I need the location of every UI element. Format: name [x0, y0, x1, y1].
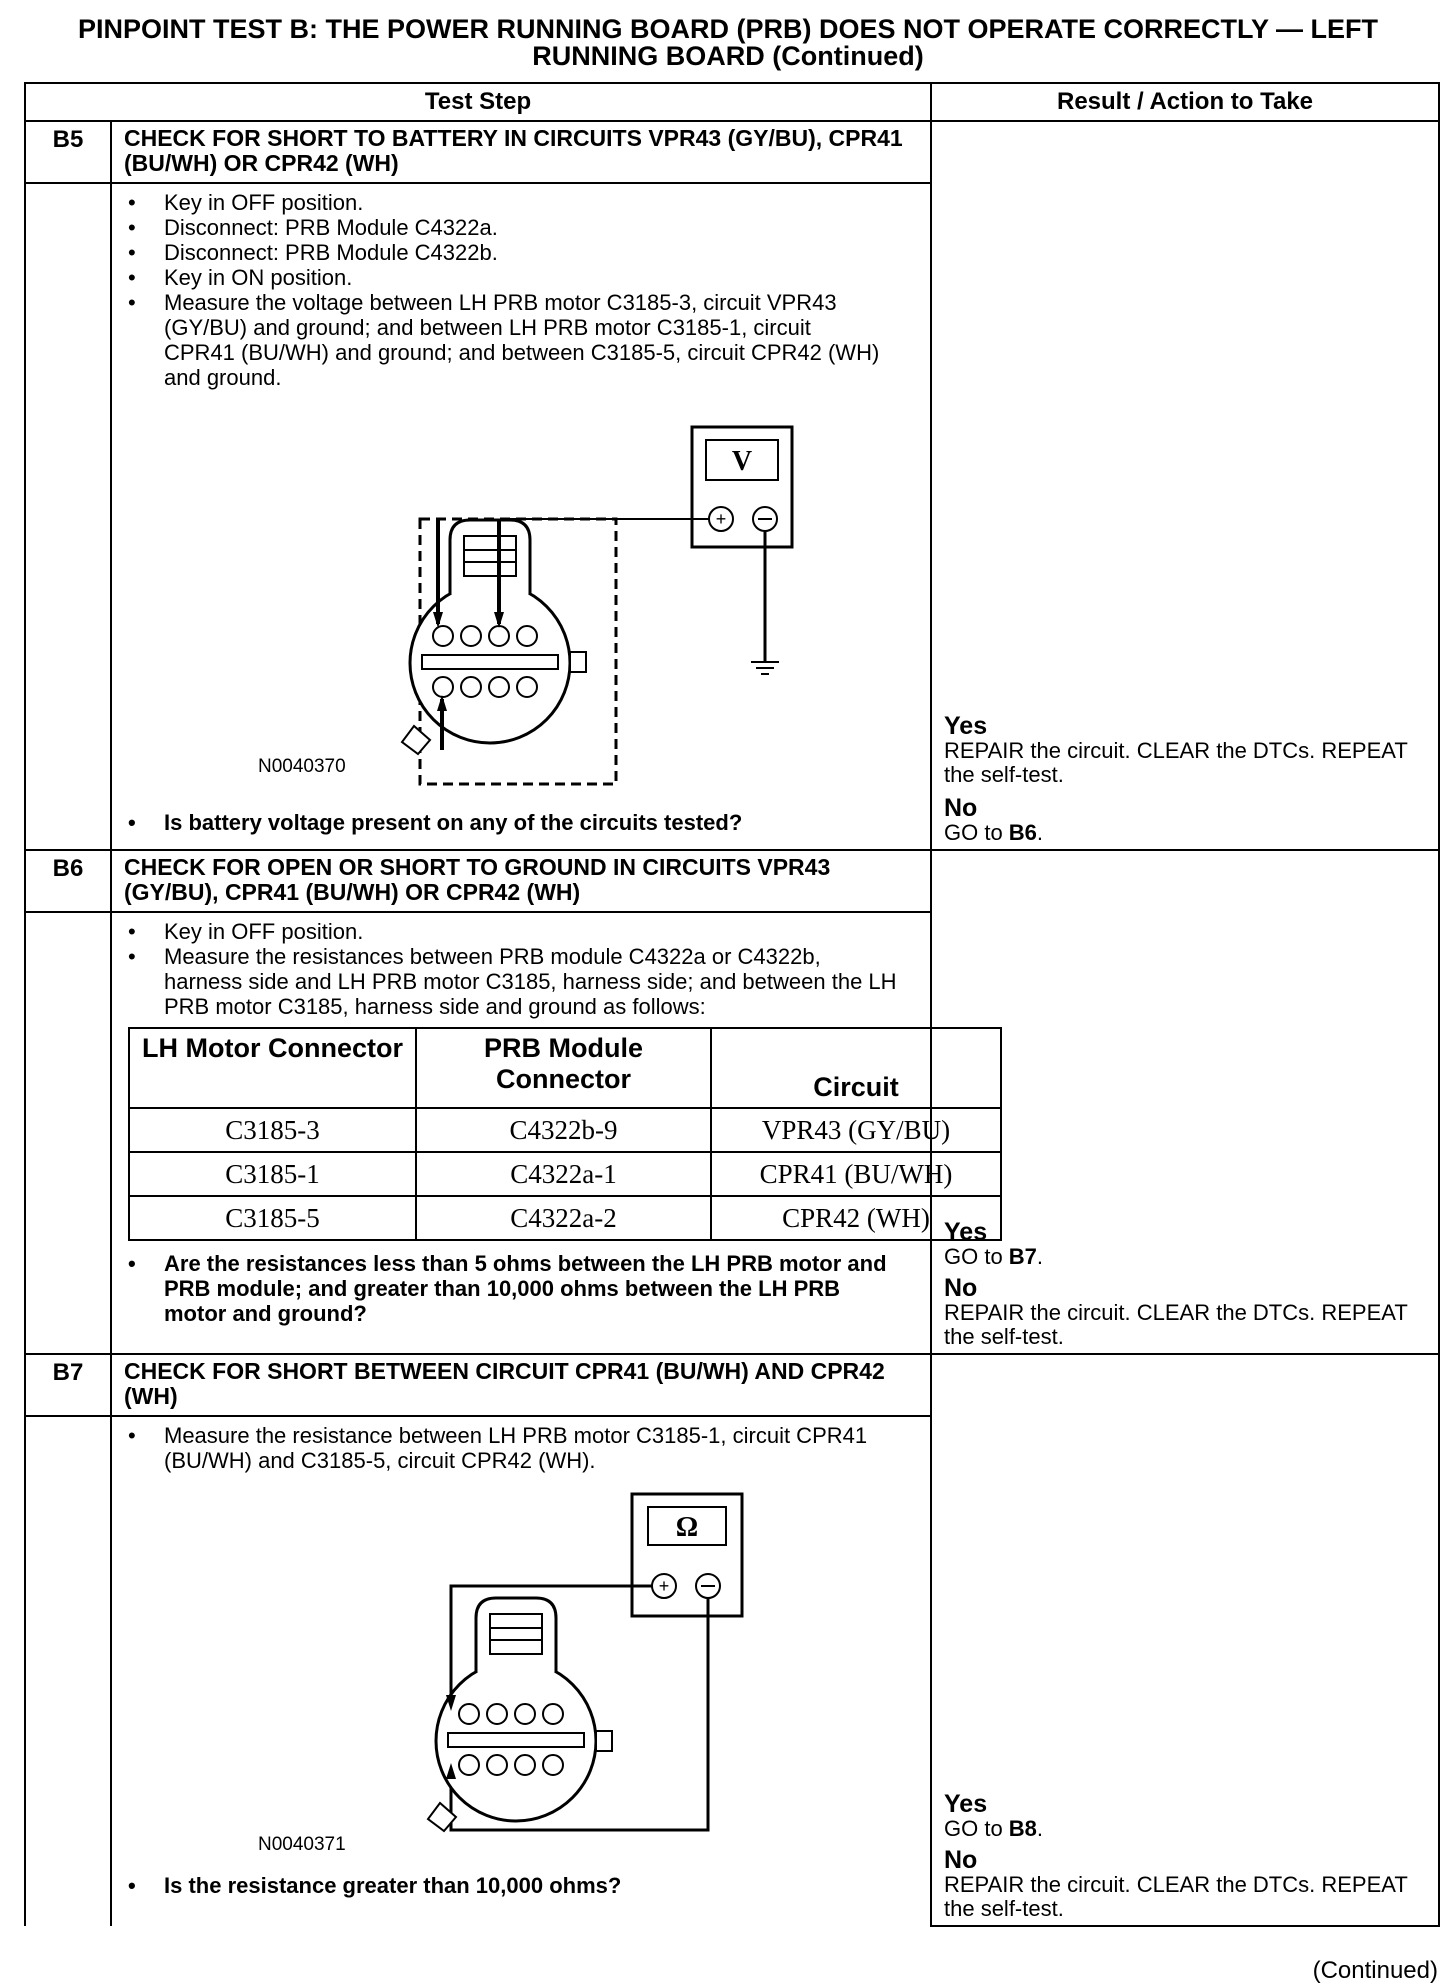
no-text: REPAIR the circuit. CLEAR the DTCs. REPEAT the self-test.	[944, 1872, 1408, 1921]
continued-footer: (Continued)	[1312, 1957, 1438, 1984]
table-row	[129, 1108, 1001, 1152]
step-id: B5	[25, 121, 111, 183]
resistance-table	[128, 1027, 1002, 1241]
title-line-1: PINPOINT TEST B: THE POWER RUNNING BOARD (PRB) DOES NOT OPERATE CORRECTLY — LEFT	[77, 14, 1379, 44]
col-header: LH Motor Connector	[129, 1028, 416, 1108]
yes-label: Yes	[944, 712, 988, 740]
yes-text: GO to B7.	[944, 1244, 1044, 1269]
pinpoint-test-table	[24, 82, 1440, 1927]
step-id: B7	[25, 1354, 111, 1416]
no-label: No	[944, 1846, 978, 1874]
table-cell: VPR43 (GY/BU)	[711, 1108, 1001, 1152]
table-cell: C3185-5	[129, 1196, 416, 1240]
step-b6-heading-row	[25, 850, 1439, 912]
col-header: Circuit	[711, 1028, 1001, 1108]
connector-ohmmeter-illustration	[124, 1473, 924, 1863]
header-result: Result / Action to Take	[931, 83, 1439, 121]
table-cell: C4322b-9	[416, 1108, 711, 1152]
title-line-2: RUNNING BOARD (Continued)	[532, 41, 924, 71]
col-header: PRB Module Connector	[416, 1028, 711, 1108]
instruction-list	[112, 919, 920, 1019]
ohmmeter-symbol: Ω	[675, 1512, 699, 1543]
no-text: GO to B6.	[944, 820, 1044, 845]
connector-voltmeter-illustration	[124, 390, 924, 790]
step-body	[111, 1416, 931, 1926]
step-question: • Is battery voltage present on any of the circuits tested?	[164, 810, 920, 835]
list-item: • Measure the resistances between PRB module C4322a or C4322b, harness side and LH PRB motor C3185, harness side; and between the LH PRB motor C3185, harness side and ground as follows:	[164, 944, 904, 1019]
table-header-row	[129, 1028, 1001, 1108]
step-body	[111, 912, 953, 1354]
list-item: • Measure the resistance between LH PRB motor C3185-1, circuit CPR41 (BU/WH) and C3185-5, circuit CPR42 (WH).	[164, 1423, 904, 1473]
list-item: • Disconnect: PRB Module C4322a.	[164, 215, 920, 240]
voltage-test-diagram	[124, 390, 920, 810]
table-cell: C3185-1	[129, 1152, 416, 1196]
figure-code: N0040371	[258, 1834, 346, 1855]
step-b7-heading-row	[25, 1354, 1439, 1416]
table-row	[129, 1196, 1001, 1240]
step-question: • Is the resistance greater than 10,000 ohms?	[164, 1873, 920, 1898]
motor-connector-icon	[410, 583, 570, 743]
list-item: • Measure the voltage between LH PRB motor C3185-3, circuit VPR43 (GY/BU) and ground; and between LH PRB motor C3185-1, circuit CPR41 (BU/WH) and ground; and between C3185-5, circuit CPR42 (WH) and ground.	[164, 290, 884, 390]
table-header-row	[25, 83, 1439, 121]
voltmeter-symbol: V	[731, 446, 753, 477]
table-row	[129, 1152, 1001, 1196]
table-cell: C3185-3	[129, 1108, 416, 1152]
step-b7-result	[931, 1354, 1439, 1926]
question-list	[124, 810, 920, 835]
table-cell: CPR42 (WH)	[711, 1196, 1001, 1240]
figure-code: N0040370	[258, 756, 346, 777]
step-heading: CHECK FOR OPEN OR SHORT TO GROUND IN CIRCUITS VPR43 (GY/BU), CPR41 (BU/WH) OR CPR42 (WH)	[111, 850, 931, 912]
question-list	[124, 1873, 920, 1898]
yes-label: Yes	[944, 1218, 988, 1246]
yes-text: GO to B8.	[944, 1816, 1044, 1841]
step-b5-heading-row	[25, 121, 1439, 183]
list-item: • Disconnect: PRB Module C4322b.	[164, 240, 920, 265]
svg-text:+: +	[658, 1576, 670, 1596]
list-item: • Key in OFF position.	[164, 919, 920, 944]
step-heading: CHECK FOR SHORT BETWEEN CIRCUIT CPR41 (BU/WH) AND CPR42 (WH)	[111, 1354, 931, 1416]
page-title	[0, 16, 1456, 70]
no-label: No	[944, 794, 978, 822]
svg-text:+: +	[715, 509, 727, 529]
step-heading: CHECK FOR SHORT TO BATTERY IN CIRCUITS VPR43 (GY/BU), CPR41 (BU/WH) OR CPR42 (WH)	[111, 121, 931, 183]
step-b5-result	[931, 121, 1439, 850]
instruction-list	[124, 1423, 920, 1473]
yes-text: REPAIR the circuit. CLEAR the DTCs. REPEAT the self-test.	[944, 738, 1408, 787]
header-test-step: Test Step	[25, 83, 931, 121]
list-item: • Key in ON position.	[164, 265, 920, 290]
no-text: REPAIR the circuit. CLEAR the DTCs. REPEAT the self-test.	[944, 1300, 1408, 1349]
step-b6-result	[931, 850, 1439, 1354]
table-cell: C4322a-1	[416, 1152, 711, 1196]
step-id: B6	[25, 850, 111, 912]
instruction-list	[124, 190, 920, 390]
motor-connector-icon	[436, 1661, 596, 1821]
table-cell: CPR41 (BU/WH)	[711, 1152, 1001, 1196]
question-list	[112, 1251, 920, 1326]
list-item: • Key in OFF position.	[164, 190, 920, 215]
step-body	[111, 183, 931, 850]
resistance-test-diagram	[124, 1473, 920, 1873]
table-cell: C4322a-2	[416, 1196, 711, 1240]
no-label: No	[944, 1274, 978, 1302]
step-question: • Are the resistances less than 5 ohms between the LH PRB motor and PRB module; and greater than 10,000 ohms between the LH PRB motor and ground?	[164, 1251, 904, 1326]
yes-label: Yes	[944, 1790, 988, 1818]
